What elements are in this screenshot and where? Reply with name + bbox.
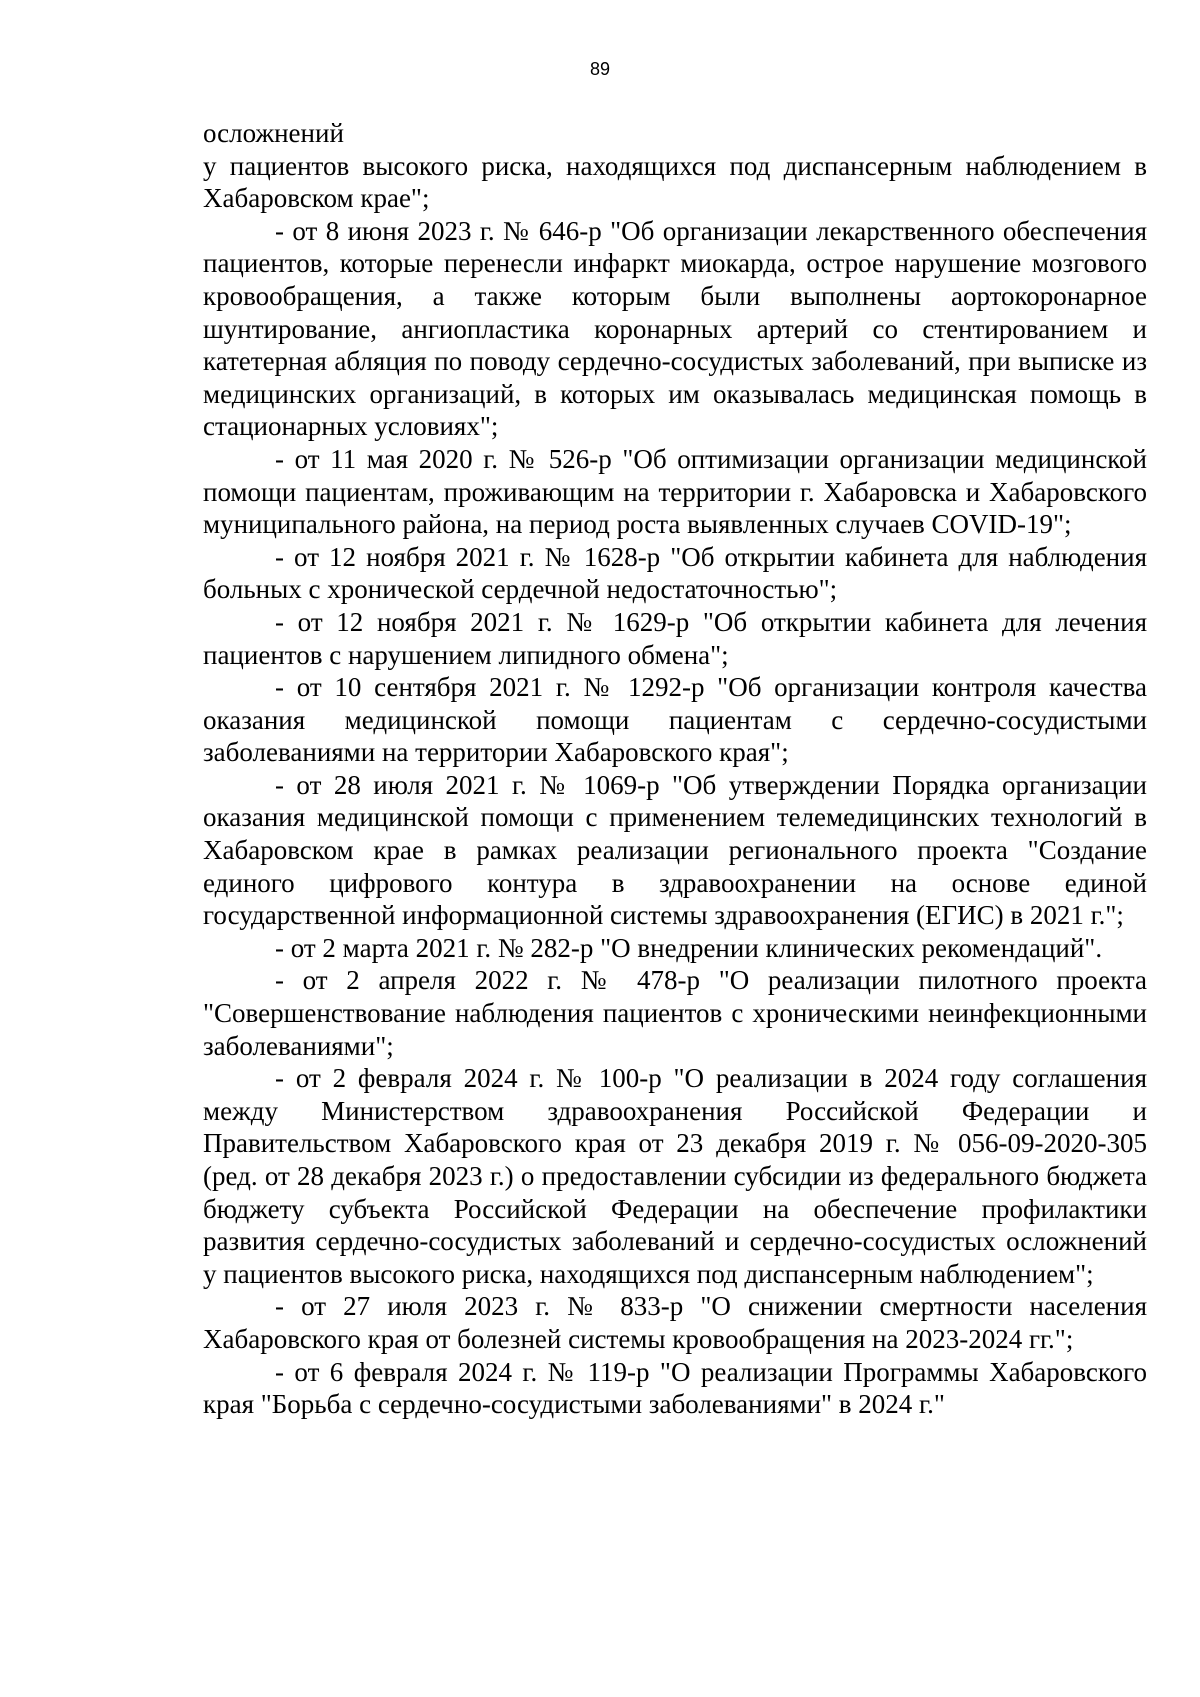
list-item-order-1069: - от 28 июля 2021 г. № 1069-р "Об утверждении Порядка организации оказания медицинской помощи с применением телемедицинских технологий в Хабаровском крае в рамках реализации регионального проекта "Создание единого цифрового контура в здравоохранении на основе единой государственной информационной системы здравоохранения (ЕГИС) в 2021 г."; [203,769,1147,931]
list-item-order-833: - от 27 июля 2023 г. № 833-р "О снижении смертности населения Хабаровского края от болезней системы кровообращения на 2023-2024 гг."; [203,1291,1147,1354]
list-item-order-100: - от 2 февраля 2024 г. № 100-р "О реализации в 2024 году соглашения между Министерством здравоохранения Российской Федерации и Правительством Хабаровского края от 23 декабря 2019 г. № 056-09-2020-305 (ред. от 28 декабря 2023 г.) о предоставлении субсидии из федерального бюджета бюджету субъекта Российской Федерации на обеспечение профилактики развития сердечно-сосудистых заболеваний и сердечно-сосудистых осложнений у пациентов высокого риска, находящихся под диспансерным наблюдением"; [203,1063,1147,1289]
list-item-order-119: - от 6 февраля 2024 г. № 119-р "О реализации Программы Хабаровского края "Борьба с сердечно-сосудистыми заболеваниями" в 2024 г." [203,1356,1147,1420]
list-item-order-1292: - от 10 сентября 2021 г. № 1292-р "Об организации контроля качества оказания медицинской помощи пациентам с сердечно-сосудистыми заболеваниями на территории Хабаровского края"; [203,672,1147,768]
paragraph-continuation-2: у пациентов высокого риска, находящихся под диспансерным наблюдением в Хабаровском крае"; [203,150,1147,214]
list-item-order-1629: - от 12 ноября 2021 г. № 1629-р "Об открытии кабинета для лечения пациентов с нарушением липидного обмена"; [203,606,1147,670]
list-item-order-1628: - от 12 ноября 2021 г. № 1628-р "Об открытии кабинета для наблюдения больных с хронической сердечной недостаточностью"; [203,541,1147,605]
list-item-order-526: - от 11 мая 2020 г. № 526-р "Об оптимизации организации медицинской помощи пациентам, проживающим на территории г. Хабаровска и Хабаровского муниципального района, на период роста выявленных случаев COVID-19"; [203,443,1147,540]
document-body [203,117,1147,1421]
list-item-order-282: - от 2 марта 2021 г. № 282-р "О внедрении клинических рекомендаций". [275,932,1103,963]
list-item-order-478: - от 2 апреля 2022 г. № 478-р "О реализации пилотного проекта "Совершенствование наблюдения пациентов с хроническими неинфекционными заболеваниями"; [203,965,1147,1061]
paragraph-continuation-1: осложнений [203,118,344,148]
page-number: 89 [589,59,611,79]
list-item-order-646: - от 8 июня 2023 г. № 646-р "Об организации лекарственного обеспечения пациентов, которые перенесли инфаркт миокарда, острое нарушение мозгового кровообращения, а также которым были выполнены аортокоронарное шунтирование, ангиопластика коронарных артерий со стентированием и катетерная абляция по поводу сердечно-сосудистых заболеваний, при выписке из медицинских организаций, в которых им оказывалась медицинская помощь в стационарных условиях"; [203,215,1147,442]
